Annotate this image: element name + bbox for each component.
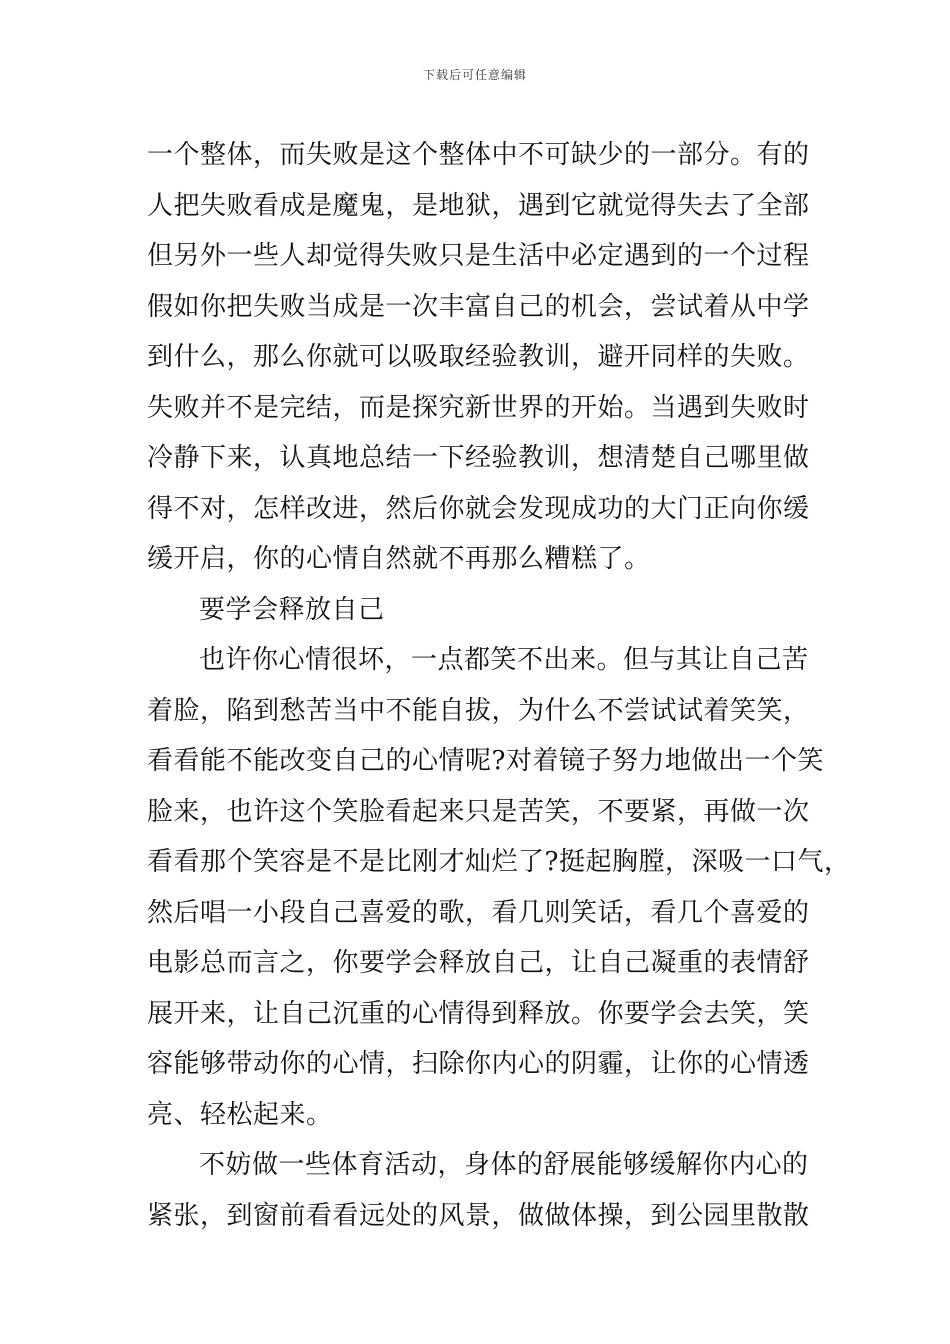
- text-line: 不妨做一些体育活动，身体的舒展能够缓解你内心的: [199, 1150, 809, 1180]
- text-line: 电影总而言之，你要学会释放自己，让自己凝重的表情舒: [147, 948, 810, 978]
- text-line: 紧张，到窗前看看远处的风景，做做体操，到公园里散散: [147, 1200, 810, 1231]
- text-line: 冷静下来，认真地总结一下经验教训，想清楚自己哪里做: [147, 443, 810, 473]
- text-line: 一个整体，而失败是这个整体中不可缺少的一部分。有的: [147, 140, 810, 170]
- text-line: 着脸，陷到愁苦当中不能自拔，为什么不尝试试着笑笑，: [147, 695, 810, 726]
- text-line: 假如你把失败当成是一次丰富自己的机会，尝试着从中学: [147, 291, 810, 322]
- page-header: 下载后可任意编辑: [422, 68, 527, 82]
- text-line: 展开来，让自己沉重的心情得到释放。你要学会去笑，笑: [147, 998, 810, 1029]
- text-line: 容能够带动你的心情，扫除你内心的阴霾，让你的心情透: [147, 1049, 810, 1079]
- text-line: 看看能不能改变自己的心情呢?对着镜子努力地做出一个笑: [147, 746, 824, 776]
- text-line: 到什么，那么你就可以吸取经验教训，避开同样的失败。: [147, 342, 810, 372]
- text-line: 得不对，怎样改进，然后你就会发现成功的大门正向你缓: [147, 493, 810, 524]
- document-body: [147, 130, 851, 1241]
- text-line: 缓开启，你的心情自然就不再那么糟糕了。: [147, 544, 651, 574]
- text-line: 失败并不是完结，而是探究新世界的开始。当遇到失败时: [147, 392, 810, 423]
- text-line: 也许你心情很坏，一点都笑不出来。但与其让自己苦: [199, 645, 809, 675]
- text-line: 看看那个笑容是不是比刚才灿烂了?挺起胸膛，深吸一口气，: [147, 847, 851, 877]
- text-line: 人把失败看成是魔鬼，是地狱，遇到它就觉得失去了全部: [147, 190, 810, 221]
- text-line: 亮、轻松起来。: [147, 1099, 333, 1130]
- section-heading: 要学会释放自己: [199, 594, 385, 625]
- text-line: 然后唱一小段自己喜爱的歌，看几则笑话，看几个喜爱的: [147, 897, 810, 928]
- text-line: 但另外一些人却觉得失败只是生活中必定遇到的一个过程: [147, 241, 810, 271]
- text-line: 脸来，也许这个笑脸看起来只是苦笑，不要紧，再做一次: [147, 796, 810, 827]
